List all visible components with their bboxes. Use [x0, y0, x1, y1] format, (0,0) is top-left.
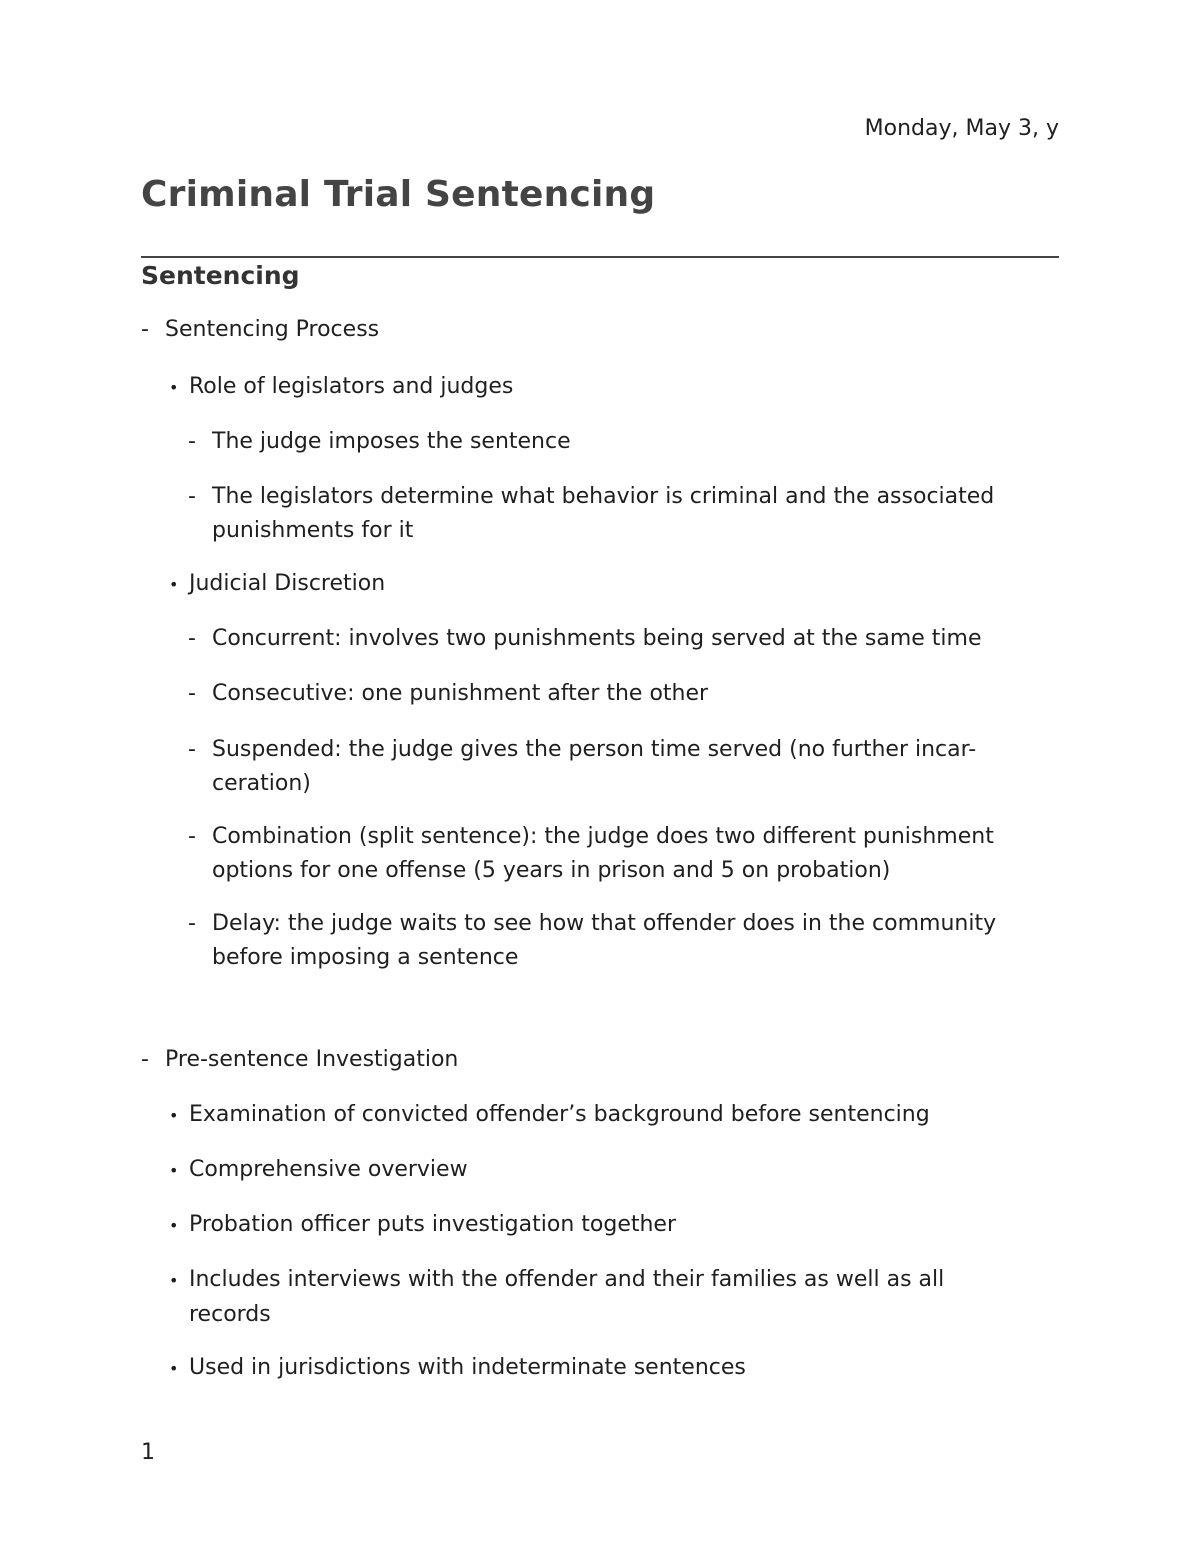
list-item-label: Delay: the judge waits to see how that offender does in the community — [212, 911, 997, 936]
list-item-concurrent — [188, 622, 982, 656]
bullet-marker: • — [169, 1161, 179, 1180]
list-item-continuation: records — [189, 1302, 271, 1327]
bullet-marker: • — [169, 378, 179, 397]
list-item-judge-imposes — [188, 425, 571, 459]
bullet-marker: • — [169, 1216, 179, 1235]
dash-marker: - — [188, 824, 196, 849]
list-item-label: The judge imposes the sentence — [212, 429, 571, 454]
list-item-pre-sentence-investigation — [141, 1043, 459, 1077]
list-item-examination — [169, 1098, 930, 1132]
list-item-label: Sentencing Process — [165, 317, 380, 342]
date-label: Monday, May 3, y — [864, 116, 1059, 141]
dash-marker: - — [188, 911, 196, 936]
list-item-continuation: punishments for it — [212, 518, 414, 543]
list-item-label: The legislators determine what behavior is criminal and the associated — [212, 484, 995, 509]
bullet-marker: • — [169, 1271, 179, 1290]
list-item-label: Pre-sentence Investigation — [165, 1047, 459, 1072]
bullet-marker: • — [169, 1359, 179, 1378]
dash-marker: - — [188, 681, 196, 706]
list-item-label: Combination (split sentence): the judge does two different punishment — [212, 824, 994, 849]
list-item-probation-officer — [169, 1208, 676, 1242]
list-item-comprehensive-overview — [169, 1153, 468, 1187]
list-item-consecutive — [188, 677, 709, 711]
list-item-label: Judicial Discretion — [189, 571, 386, 596]
document-title: Criminal Trial Sentencing — [141, 174, 656, 215]
page-number: 1 — [141, 1440, 155, 1465]
list-item-judicial-discretion — [169, 567, 386, 601]
dash-marker: - — [188, 626, 196, 651]
list-item-combination — [188, 820, 994, 854]
dash-marker: - — [141, 317, 149, 342]
list-item-label: Comprehensive overview — [189, 1157, 468, 1182]
dash-marker: - — [188, 737, 196, 762]
list-item-label: Suspended: the judge gives the person time served (no further incar- — [212, 737, 977, 762]
list-item-used-in-jurisdictions — [169, 1351, 746, 1385]
list-item-label: Used in jurisdictions with indeterminate sentences — [189, 1355, 746, 1380]
list-item-label: Consecutive: one punishment after the other — [212, 681, 709, 706]
bullet-marker: • — [169, 575, 179, 594]
list-item-continuation: ceration) — [212, 771, 311, 796]
section-heading: Sentencing — [141, 261, 300, 290]
list-item-continuation: options for one offense (5 years in prison and 5 on probation) — [212, 858, 891, 883]
list-item-sentencing-process — [141, 313, 380, 347]
dash-marker: - — [188, 484, 196, 509]
title-divider — [141, 256, 1059, 258]
list-item-includes-interviews — [169, 1263, 945, 1297]
list-item-continuation: before imposing a sentence — [212, 945, 519, 970]
list-item-label: Probation officer puts investigation together — [189, 1212, 676, 1237]
list-item-role-of-legislators — [169, 370, 514, 404]
list-item-label: Examination of convicted offender’s background before sentencing — [189, 1102, 930, 1127]
list-item-label: Includes interviews with the offender and their families as well as all — [189, 1267, 945, 1292]
list-item-legislators-determine — [188, 480, 995, 514]
list-item-label: Role of legislators and judges — [189, 374, 514, 399]
list-item-suspended — [188, 733, 977, 767]
bullet-marker: • — [169, 1106, 179, 1125]
list-item-delay — [188, 907, 997, 941]
list-item-label: Concurrent: involves two punishments being served at the same time — [212, 626, 982, 651]
dash-marker: - — [188, 429, 196, 454]
dash-marker: - — [141, 1047, 149, 1072]
